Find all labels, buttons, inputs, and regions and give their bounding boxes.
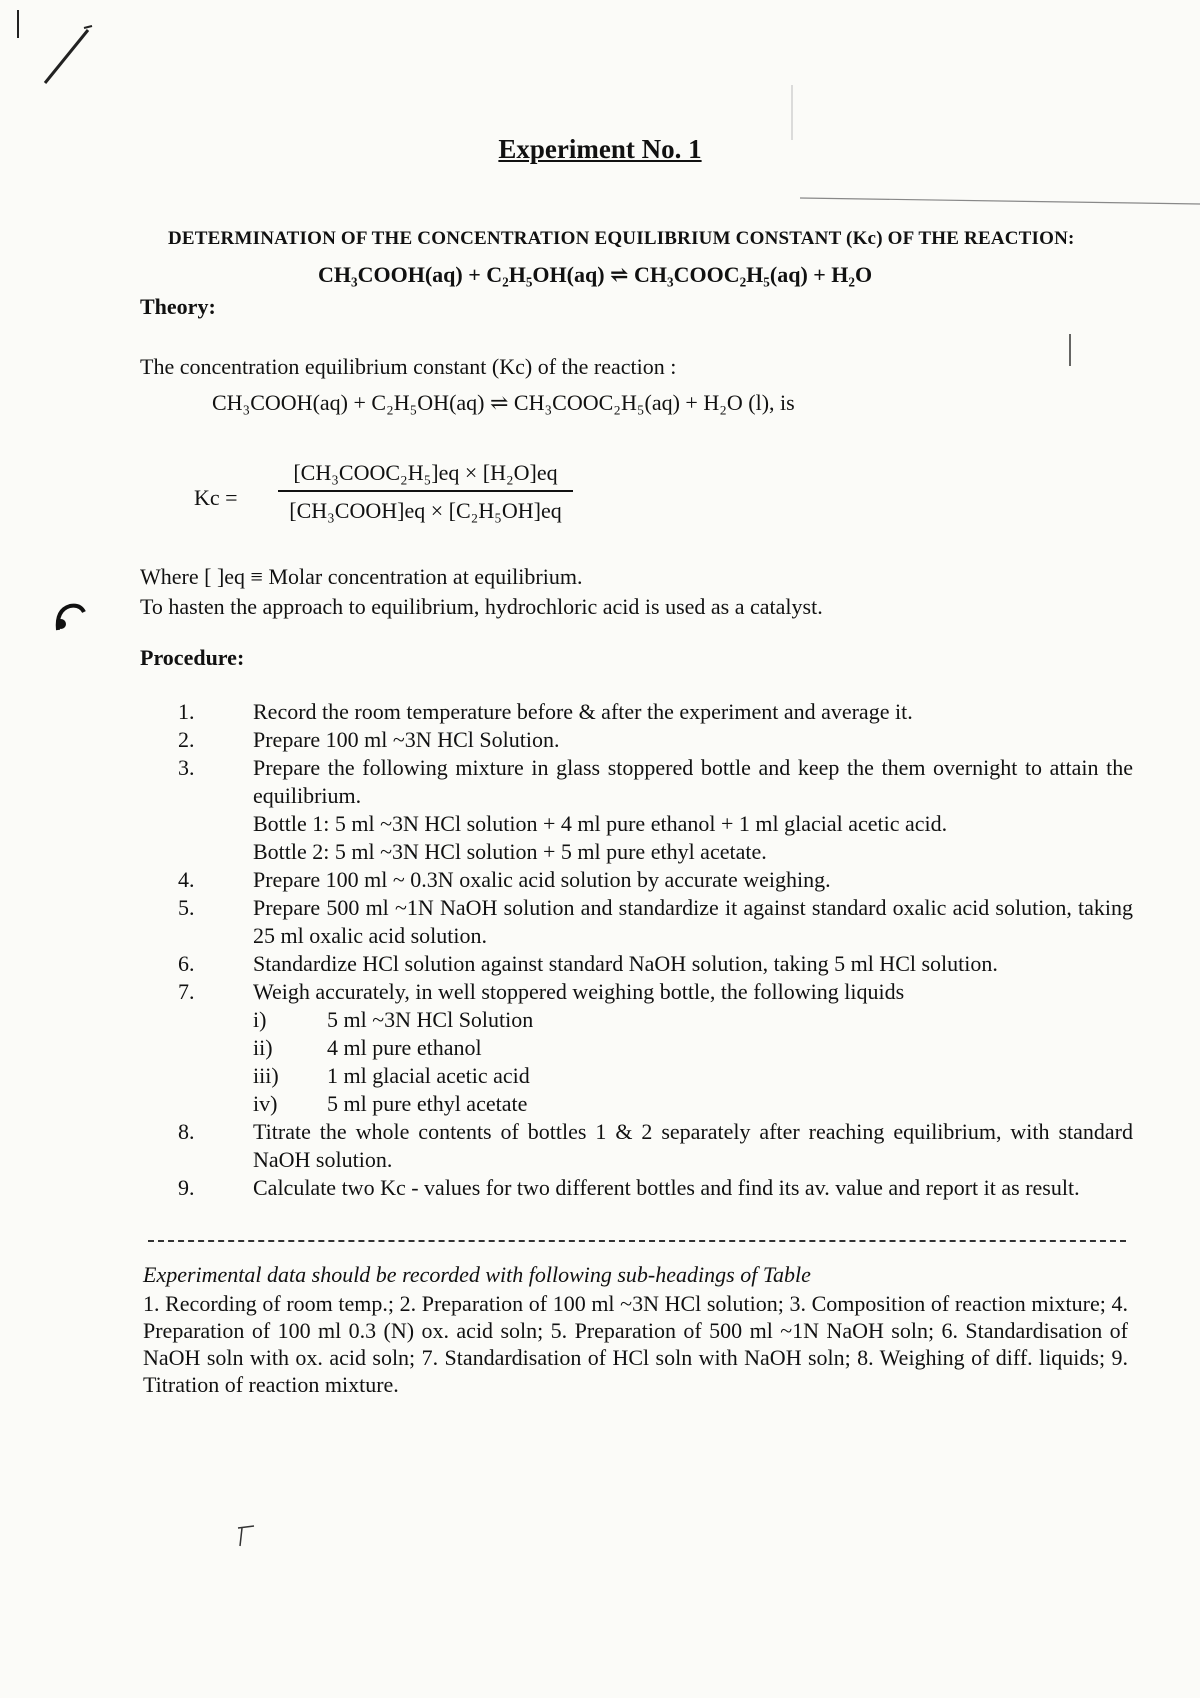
procedure-list	[0, 698, 1200, 1202]
corner-mark-icon	[232, 1520, 262, 1550]
liquid-item	[253, 1006, 1200, 1034]
step-text: Calculate two Kc - values for two different bottles and find its av. value and report it as result.	[253, 1175, 1080, 1200]
step-text: Prepare 100 ml ~3N HCl Solution.	[253, 727, 560, 752]
liquid-text: 1 ml glacial acetic acid	[327, 1063, 530, 1088]
step-number: 7.	[178, 979, 195, 1004]
hole-punch-mark-icon	[52, 600, 88, 636]
procedure-step	[0, 894, 1200, 950]
step-number: 3.	[178, 755, 195, 780]
data-recording-heading: Experimental data should be recorded with following sub-headings of Table	[143, 1262, 811, 1287]
reaction-equation-full: CH₃COOH(aq) + C₂H₅OH(aq) ⇌ CH₃COOC₂H₅(aq) + H₂O (l), is	[212, 390, 795, 415]
liquid-item	[253, 1062, 1200, 1090]
kc-denominator: [CH₃COOH]eq × [C₂H₅OH]eq	[289, 498, 562, 523]
kc-fraction	[278, 460, 573, 524]
liquid-number: iii)	[253, 1063, 279, 1088]
theory-label: Theory:	[140, 294, 216, 319]
step-text: Prepare 500 ml ~1N NaOH solution and standardize it against standard oxalic acid solution, taking 25 ml oxalic acid solution.	[253, 895, 1133, 948]
where-text: Where [ ]eq ≡ Molar concentration at equilibrium.	[140, 564, 583, 589]
bottle-1-composition: Bottle 1: 5 ml ~3N HCl solution + 4 ml pure ethanol + 1 ml glacial acetic acid.	[253, 811, 948, 836]
page-title: Experiment No. 1	[498, 134, 702, 164]
step-text: Prepare 100 ml ~ 0.3N oxalic acid solution by accurate weighing.	[253, 867, 831, 892]
liquid-item	[253, 1034, 1200, 1062]
procedure-step	[0, 866, 1200, 894]
procedure-step	[0, 698, 1200, 726]
kc-label: Kc =	[194, 485, 238, 510]
liquid-number: ii)	[253, 1035, 273, 1060]
experiment-heading: DETERMINATION OF THE CONCENTRATION EQUILIBRIUM CONSTANT (Kc) OF THE REACTION:	[168, 228, 1075, 249]
procedure-step	[0, 726, 1200, 754]
catalyst-text: To hasten the approach to equilibrium, hydrochloric acid is used as a catalyst.	[140, 594, 823, 619]
step-text: Record the room temperature before & after the experiment and average it.	[253, 699, 913, 724]
step-text: Standardize HCl solution against standard NaOH solution, taking 5 ml HCl solution.	[253, 951, 998, 976]
margin-mark-icon	[1060, 330, 1080, 370]
theory-text: The concentration equilibrium constant (Kc) of the reaction :	[140, 354, 677, 379]
bottle-2-composition: Bottle 2: 5 ml ~3N HCl solution + 5 ml pure ethyl acetate.	[253, 839, 767, 864]
liquid-text: 4 ml pure ethanol	[327, 1035, 482, 1060]
liquid-number: i)	[253, 1007, 267, 1032]
procedure-step	[0, 754, 1200, 810]
procedure-label: Procedure:	[140, 645, 245, 670]
step-number: 6.	[178, 951, 195, 976]
kc-numerator: [CH₃COOC₂H₅]eq × [H₂O]eq	[293, 460, 558, 485]
procedure-step	[0, 950, 1200, 978]
data-recording-subheadings: 1. Recording of room temp.; 2. Preparation of 100 ml ~3N HCl solution; 3. Composition of reaction mixture; 4. Preparation of 100 ml 0.3 (N) ox. acid soln; 5. Preparation of 500 ml ~1N NaOH soln; 6. Standardisation of NaOH soln with ox. acid soln; 7. Standardisation of HCl soln with NaOH soln; 8. Weighing of diff. liquids; 9. Titration of reaction mixture.	[143, 1291, 1128, 1397]
step-number: 8.	[178, 1119, 195, 1144]
step-text: Weigh accurately, in well stoppered weighing bottle, the following liquids	[253, 979, 905, 1004]
step-text: Prepare the following mixture in glass stoppered bottle and keep the them overnight to attain the equilibrium.	[253, 755, 1133, 808]
procedure-step	[0, 1174, 1200, 1202]
procedure-step	[0, 1118, 1200, 1174]
liquid-number: iv)	[253, 1091, 278, 1116]
pen-mark-icon	[10, 8, 100, 88]
step-number: 4.	[178, 867, 195, 892]
step-number: 2.	[178, 727, 195, 752]
liquid-item	[253, 1090, 1200, 1118]
procedure-step	[0, 978, 1200, 1006]
liquid-text: 5 ml pure ethyl acetate	[327, 1091, 528, 1116]
step-text: Titrate the whole contents of bottles 1 & 2 separately after reaching equilibrium, with standard NaOH solution.	[253, 1119, 1133, 1172]
step-number: 5.	[178, 895, 195, 920]
dashed-divider	[148, 1240, 1126, 1242]
step-number: 9.	[178, 1175, 195, 1200]
step-number: 1.	[178, 699, 195, 724]
liquid-text: 5 ml ~3N HCl Solution	[327, 1007, 534, 1032]
reaction-equation: CH₃COOH(aq) + C₂H₅OH(aq) ⇌ CH₃COOC₂H₅(aq) + H₂O	[318, 262, 873, 287]
